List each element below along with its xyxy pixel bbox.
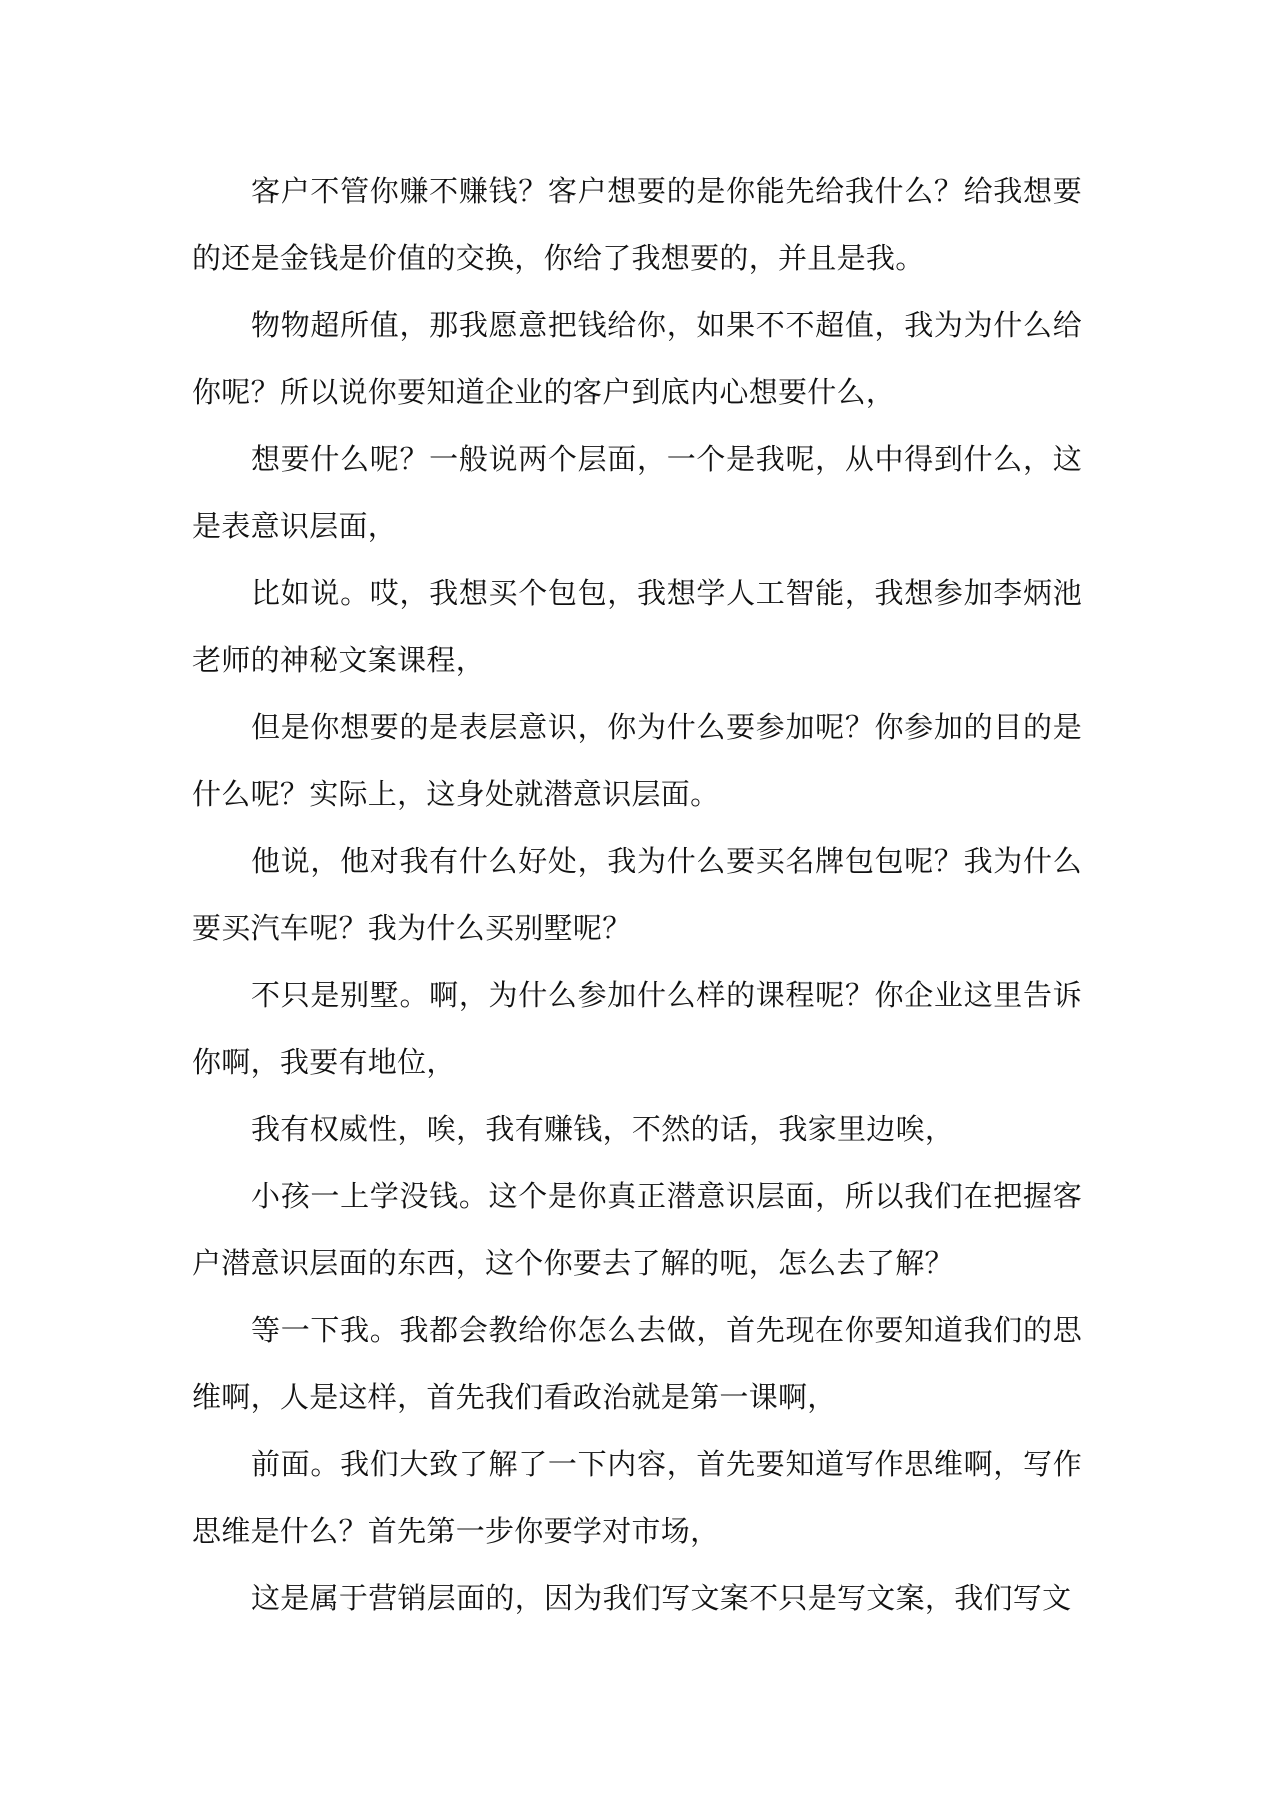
paragraph-1: 客户不管你赚不赚钱？客户想要的是你能先给我什么？给我想要的还是金钱是价值的交换，你给了我想要的，并且是我。	[192, 174, 1082, 275]
body-text	[192, 158, 1082, 1632]
paragraph-3: 想要什么呢？一般说两个层面，一个是我呢，从中得到什么，这是表意识层面，	[192, 442, 1082, 543]
paragraph-4: 比如说。哎，我想买个包包，我想学人工智能，我想参加李炳池老师的神秘文案课程，	[192, 576, 1082, 677]
paragraph-8: 我有权威性，唉，我有赚钱，不然的话，我家里边唉，	[251, 1112, 955, 1146]
paragraph-11: 前面。我们大致了解了一下内容，首先要知道写作思维啊，写作思维是什么？首先第一步你要学对市场，	[192, 1447, 1082, 1548]
paragraph-12: 这是属于营销层面的，因为我们写文案不只是写文案，我们写文	[251, 1581, 1072, 1615]
paragraph-7: 不只是别墅。啊，为什么参加什么样的课程呢？你企业这里告诉你啊，我要有地位，	[192, 978, 1082, 1079]
paragraph-10: 等一下我。我都会教给你怎么去做，首先现在你要知道我们的思维啊，人是这样，首先我们看政治就是第一课啊，	[192, 1313, 1082, 1414]
paragraph-6: 他说，他对我有什么好处，我为什么要买名牌包包呢？我为什么要买汽车呢？我为什么买别墅呢？	[192, 844, 1082, 945]
paragraph-2: 物物超所值，那我愿意把钱给你，如果不不超值，我为为什么给你呢？所以说你要知道企业的客户到底内心想要什么，	[192, 308, 1082, 409]
paragraph-9: 小孩一上学没钱。这个是你真正潜意识层面，所以我们在把握客户潜意识层面的东西，这个你要去了解的呃，怎么去了解？	[192, 1179, 1082, 1280]
paragraph-5: 但是你想要的是表层意识，你为什么要参加呢？你参加的目的是什么呢？实际上，这身处就潜意识层面。	[192, 710, 1082, 811]
